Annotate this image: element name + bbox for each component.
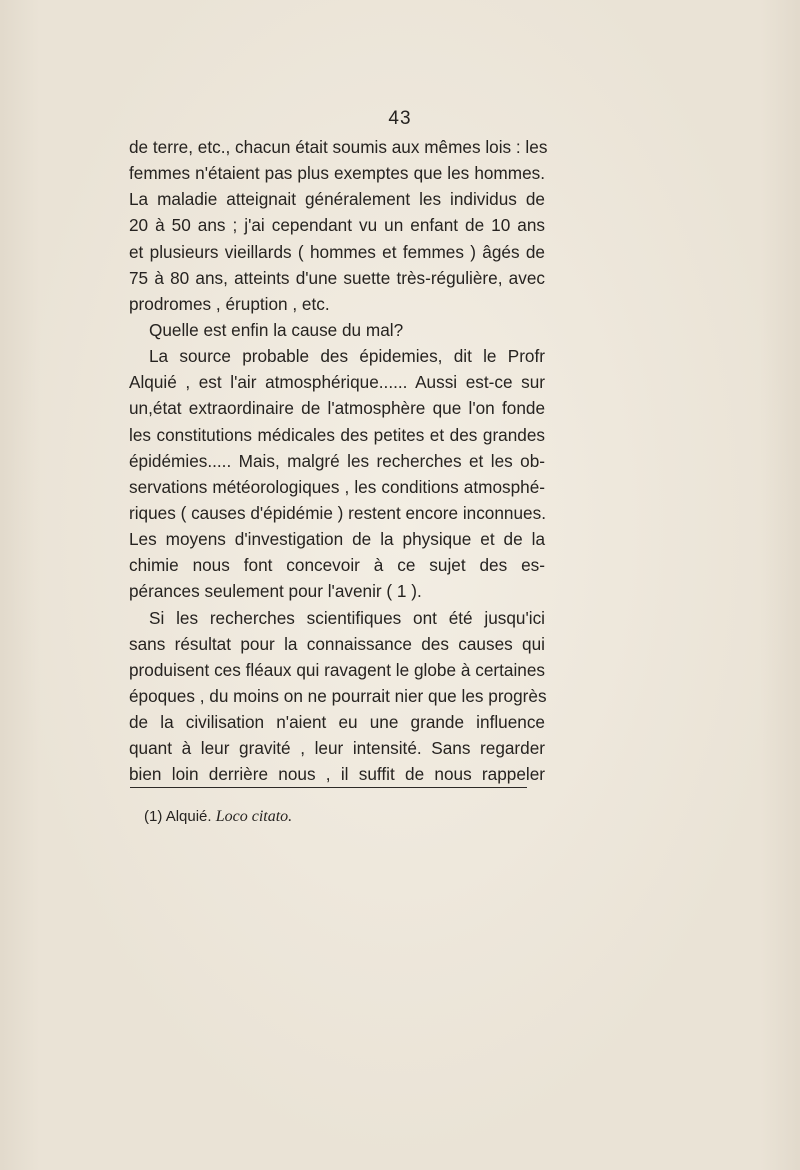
text-line: riques ( causes d'épidémie ) restent encore inconnues. — [129, 502, 546, 523]
text-line: de la civilisation n'aient eu une grande influence — [129, 712, 545, 733]
text-line: et plusieurs vieillards ( hommes et femmes ) âgés de — [129, 241, 545, 262]
text-line: produisent ces fléaux qui ravagent le globe à certaines — [129, 659, 545, 680]
footnote-marker: (1) — [144, 808, 163, 825]
text-line: les constitutions médicales des petites et des grandes — [129, 424, 545, 445]
text-line: pérances seulement pour l'avenir ( 1 ). — [129, 581, 422, 602]
footnote-divider — [130, 787, 527, 788]
text-line: 75 à 80 ans, atteints d'une suette très-régulière, avec — [129, 267, 545, 288]
text-line: époques , du moins on ne pourrait nier que les progrès — [129, 685, 547, 706]
text-line: 20 à 50 ans ; j'ai cependant vu un enfant de 10 ans — [129, 215, 545, 236]
footnote — [144, 808, 292, 826]
text-line: épidémies..... Mais, malgré les recherches et les ob- — [129, 450, 545, 471]
text-line: prodromes , éruption , etc. — [129, 293, 330, 314]
text-line: chimie nous font concevoir à ce sujet des es- — [129, 555, 545, 576]
page-number: 43 — [388, 108, 412, 129]
text-line: bien loin derrière nous , il suffit de nous rappeler — [129, 764, 545, 785]
text-line: de terre, etc., chacun était soumis aux mêmes lois : les — [129, 137, 548, 157]
text-line: femmes n'étaient pas plus exemptes que les hommes. — [129, 163, 545, 184]
text-line: un,état extraordinaire de l'atmosphère que l'on fonde — [129, 398, 545, 419]
text-line: Alquié , est l'air atmosphérique...... Aussi est-ce sur — [129, 372, 545, 393]
text-line: servations météorologiques , les conditions atmosphé- — [129, 476, 545, 497]
text-line: Si les recherches scientifiques ont été jusqu'ici — [149, 607, 545, 628]
text-line: sans résultat pour la connaissance des causes qui — [129, 633, 545, 654]
text-line: Quelle est enfin la cause du mal? — [149, 319, 404, 340]
footnote-citation: Loco citato. — [215, 808, 293, 825]
text-line: Les moyens d'investigation de la physique et de la — [129, 529, 545, 550]
body-text — [129, 134, 548, 788]
footnote-author: Alquié. — [165, 808, 212, 825]
text-line: La source probable des épidemies, dit le Profr — [149, 346, 545, 367]
text-line: La maladie atteignait généralement les individus de — [129, 189, 545, 210]
text-line: quant à leur gravité , leur intensité. Sans regarder — [129, 738, 545, 759]
